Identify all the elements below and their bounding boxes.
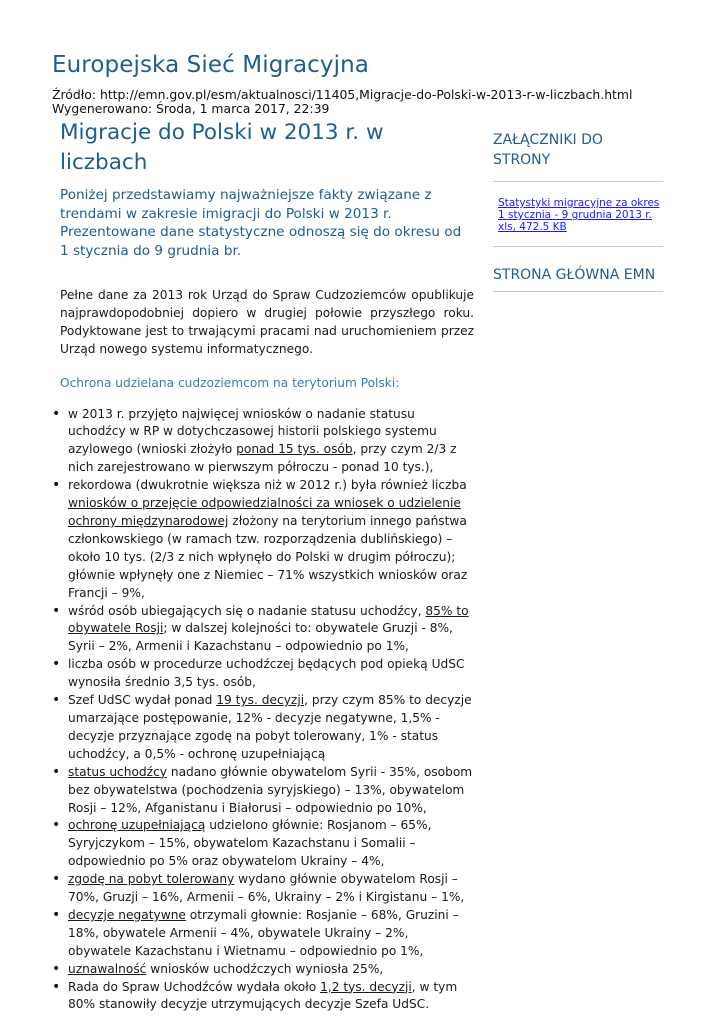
article-lead: Poniżej przedstawiamy najważniejsze fakty związane z trendami w zakresie imigracji do Polski w 2013 r. Prezentowane dane statystyczne odnoszą się do okresu od 1 stycznia do 9 grudnia br. [60,187,462,259]
fact-text: wydano głównie obywatelom Rosji – 70%, Gruzji – 16%, Armenii – 6%, Ukrainy – 2% i Kirgistanu – 1%, [68,872,465,905]
fact-item [52,692,474,764]
fact-link[interactable]: status uchodźcy [68,764,167,779]
fact-link[interactable]: 1,2 tys. decyzji [320,979,412,994]
fact-text: ; w dalszej kolejności to: obywatele Gruzji - 8%, Syrii – 2%, Armenii i Kazachstanu – odpowiednio po 1%, [68,621,453,654]
site-title: Europejska Sieć Migracyjna [52,52,369,78]
article [60,118,474,1014]
fact-item [52,907,474,961]
attachments-heading: ZAŁĄCZNIKI DO STRONY [493,130,663,182]
fact-item [52,961,474,979]
fact-item [52,603,474,657]
fact-text: rekordowa (dwukrotnie większa niż w 2012 r.) była również liczba [68,478,467,493]
facts-list [52,406,474,1015]
fact-text: udzielono głównie: Rosjanom – 65%, Syryjczykom – 15%, obywatelom Kazachstanu i Somalii – odpowiednio po 5% oraz obywatelom Ukrainy – 4%, [68,818,432,869]
fact-text: nadano głównie obywatelom Syrii - 35%, osobom bez obywatelstwa (pochodzenia syryjskiego) – 13%, obywatelom Rosji – 12%, Afganistanu i Białorusi – odpowiednio po 10%, [68,764,473,815]
fact-text: Rada do Spraw Uchodźców wydała około [68,979,321,994]
fact-text: , w tym 80% stanowiły decyzje utrzymujących decyzje Szefa UdSC. [68,979,458,1012]
fact-item [52,979,474,1015]
fact-text: w 2013 r. przyjęto najwięcej wniosków o nadanie statusu uchodźcy w RP w dotychczasowej historii polskiego systemu azylowego (wnioski złożyło [68,406,437,457]
fact-link[interactable]: wniosków o przejęcie odpowiedzialności za wniosek o udzielenie ochrony międzynarodowej [68,496,461,528]
fact-text: złożony na terytorium innego państwa członkowskiego (w ramach tzw. rozporządzenia dublińskiego) – około 10 tys. (2/3 z nich wpłynęło do Polski w drugim półroczu); głównie wpłynęły one z Niemiec – 71% wszystkich wniosków oraz Francji – 9%, [68,514,468,600]
fact-text: wniosków uchodźczych wyniosła 25%, [146,961,384,976]
fact-text: Szef UdSC wydał ponad [68,693,217,708]
article-paragraph: Pełne dane za 2013 rok Urząd do Spraw Cudzoziemców opublikuje najprawdopodobniej dopiero w drugiej połowie przyszłego roku. Podyktowane jest to trwającymi pracami nad uruchomieniem przez Urząd nowego systemu informatycznego. [60,288,474,356]
fact-item [52,764,474,818]
fact-link[interactable]: ochronę uzupełniającą [68,818,206,833]
fact-text: , przy czym 2/3 z nich zarejestrowano w pierwszym półroczu - ponad 10 tys.), [68,442,457,475]
fact-item [52,871,474,907]
fact-link[interactable]: uznawalność [68,961,147,976]
page-meta [52,88,632,116]
attachment-link[interactable]: Statystyki migracyjne za okres 1 stycznia - 9 grudnia 2013 r. xls, 472.5 KB [498,197,660,233]
fact-link[interactable]: zgodę na pobyt tolerowany [68,872,235,887]
fact-item [52,817,474,871]
fact-text: liczba osób w procedurze uchodźczej będących pod opieką UdSC wynosiła średnio 3,5 tys. osób, [68,657,465,690]
fact-item [52,477,474,602]
fact-link[interactable]: 19 tys. decyzji [216,693,305,708]
fact-link[interactable]: ponad 15 tys. osób [236,442,353,457]
fact-item [52,656,474,692]
fact-link[interactable]: decyzje negatywne [68,907,186,922]
section-subheading: Ochrona udzielana cudzoziemcom na terytorium Polski: [60,375,400,390]
article-title: Migracje do Polski w 2013 r. w liczbach [60,120,384,175]
fact-item [52,406,474,478]
fact-link[interactable]: 85% to obywatele Rosji [68,603,469,636]
fact-text: otrzymali głownie: Rosjanie – 68%, Gruzini – 18%, obywatele Armenii – 4%, obywatele Ukrainy – 2%, obywatele Kazachstanu i Wietnamu – odpowiednio po 1%, [68,907,459,958]
source-url: Źródło: http://emn.gov.pl/esm/aktualnosci/11405,Migracje-do-Polski-w-2013-r-w-liczbach.html [52,87,633,102]
sidebar [493,130,663,292]
fact-text: wśród osób ubiegających się o nadanie statusu uchodźcy, [68,603,426,618]
generated-date: Wygenerowano: Środa, 1 marca 2017, 22:39 [52,101,330,116]
fact-text: , przy czym 85% to decyzje umarzające postępowanie, 12% - decyzje negatywne, 1,5% - decyzje przyznające zgodę na pobyt tolerowany, 1% - status uchodźcy, a 0,5% - ochronę uzupełniającą [68,693,472,761]
home-link-heading[interactable]: STRONA GŁÓWNA EMN [493,265,663,292]
